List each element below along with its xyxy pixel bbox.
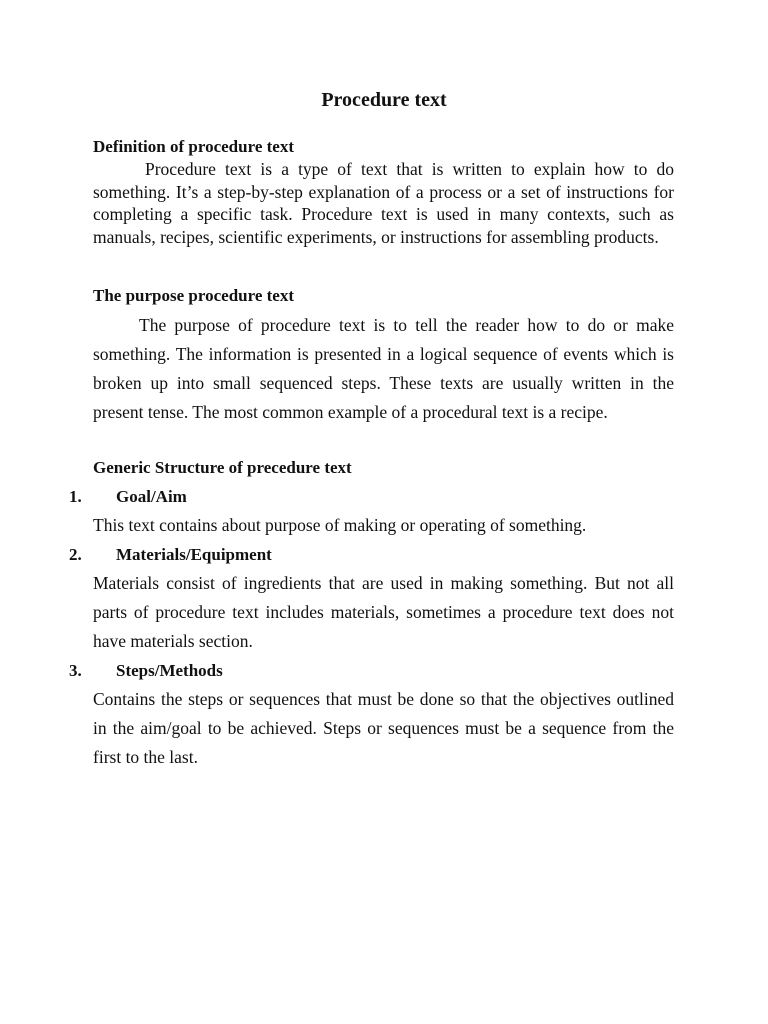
structure-heading: Generic Structure of precedure text bbox=[93, 458, 352, 477]
structure-list-item bbox=[69, 482, 674, 540]
structure-item-number: 3. bbox=[69, 661, 82, 680]
structure-list-item bbox=[69, 656, 674, 772]
definition-heading: Definition of procedure text bbox=[93, 137, 294, 156]
structure-item-number: 1. bbox=[69, 487, 82, 506]
structure-item-heading bbox=[69, 540, 674, 569]
document-content bbox=[69, 136, 674, 772]
document-title: Procedure text bbox=[321, 89, 447, 111]
structure-item-body: Materials consist of ingredients that are used in making something. But not all parts of procedure text includes materials, sometimes a procedure text does not have materials section. bbox=[93, 573, 674, 651]
structure-list bbox=[69, 482, 674, 772]
structure-item-heading bbox=[69, 656, 674, 685]
purpose-paragraph: The purpose of procedure text is to tell the reader how to do or make something. The information is presented in a logical sequence of events which is broken up into small sequenced steps. These texts are usually written in the present tense. The most common example of a procedural text is a recipe. bbox=[93, 315, 674, 422]
structure-item-title: Steps/Methods bbox=[116, 661, 223, 680]
structure-item-title: Goal/Aim bbox=[116, 487, 187, 506]
purpose-heading: The purpose procedure text bbox=[93, 286, 295, 305]
structure-item-title: Materials/Equipment bbox=[116, 545, 272, 564]
structure-item-number: 2. bbox=[69, 545, 82, 564]
structure-item-body: Contains the steps or sequences that must be done so that the objectives outlined in the aim/goal to be achieved. Steps or sequences must be a sequence from the first to the last. bbox=[93, 689, 674, 767]
structure-list-item bbox=[69, 540, 674, 656]
structure-item-heading bbox=[69, 482, 674, 511]
definition-paragraph: Procedure text is a type of text that is written to explain how to do something. It’s a step-by-step explanation of a process or a set of instructions for completing a specific task. Procedure text is used in many contexts, such as manuals, recipes, scientific experiments, or instructions for assembling products. bbox=[93, 159, 674, 247]
structure-item-body: This text contains about purpose of making or operating of something. bbox=[93, 515, 587, 535]
